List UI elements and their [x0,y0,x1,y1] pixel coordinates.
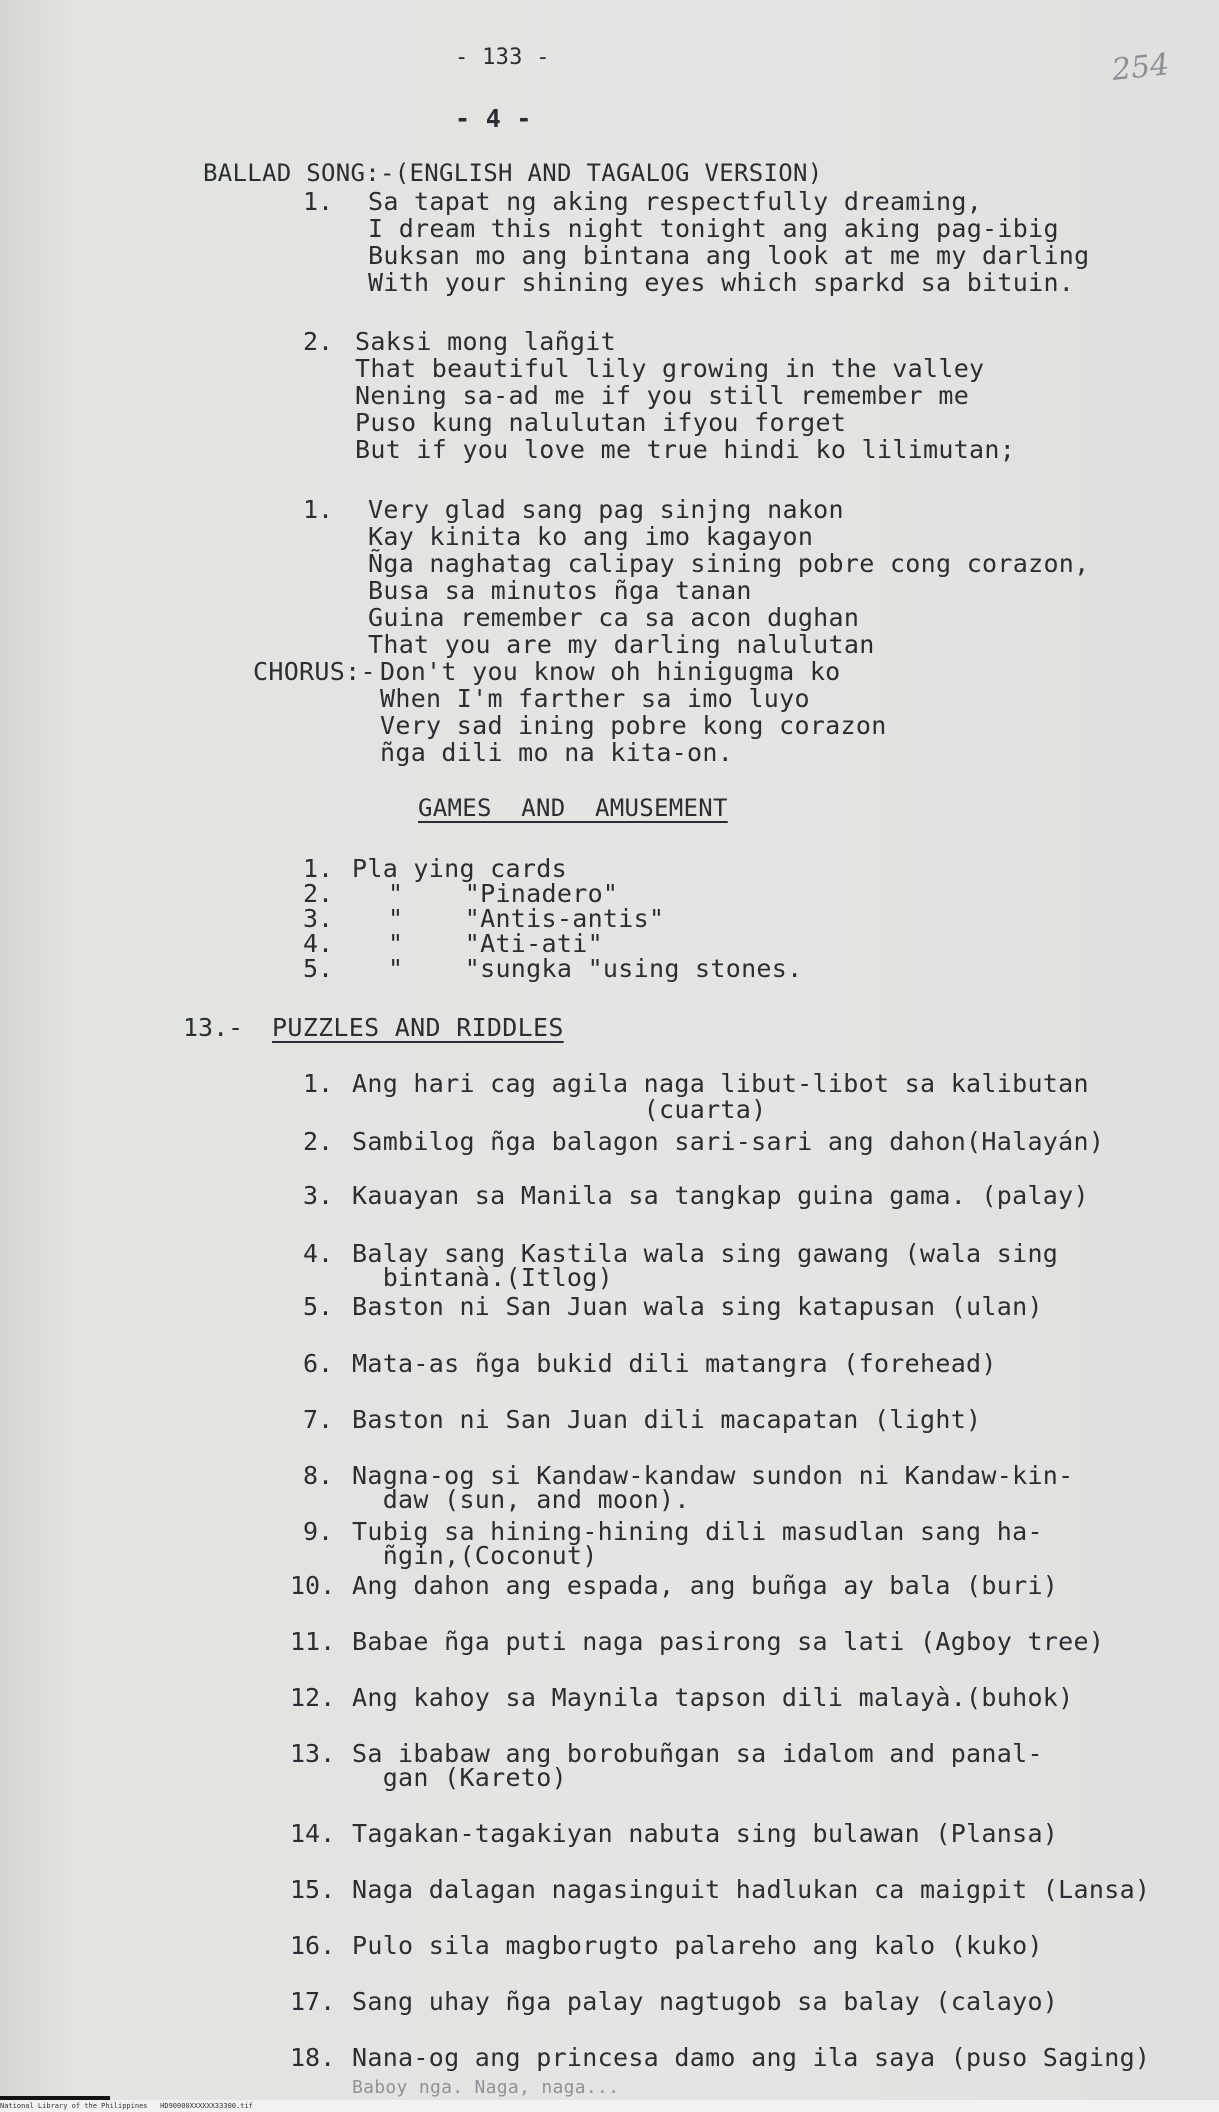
chorus-line: ñga dili mo na kita-on. [380,738,734,767]
riddle-line: Ang hari cag agila naga libut-libot sa kalibutan [352,1069,1089,1098]
section-number: - 4 - [455,104,532,133]
riddle-number: 5. [303,1292,334,1321]
riddle-line: Tagakan-tagakiyan nabuta sing bulawan (Plansa) [352,1819,1059,1848]
riddle-line: Pulo sila magborugto palareho ang kalo (kuko) [352,1931,1043,1960]
riddle-line: gan (Kareto) [352,1763,567,1792]
verse-line: Buksan mo ang bintana ang look at me my darling [368,241,1090,270]
riddle-line: Sang uhay ñga palay nagtugob sa balay (calayo) [352,1987,1059,2016]
verse-line: Very glad sang pag sinjng nakon [368,495,844,524]
ballad-title: BALLAD SONG:-(ENGLISH AND TAGALOG VERSION) [203,159,823,187]
riddle-line: Nana-og ang princesa damo ang ila saya (puso Saging) [352,2043,1151,2072]
verse-number: 1. [303,187,334,216]
riddle-number: 9. [303,1517,334,1546]
riddle-number: 7. [303,1405,334,1434]
verse-line: I dream this night tonight ang aking pag-ibig [368,214,1059,243]
verse-line: Ñga naghatag calipay sining pobre cong corazon, [368,549,1090,578]
page-number: - 133 - [455,45,550,70]
riddle-number: 3. [303,1181,334,1210]
game-item: " "sungka "using stones. [388,954,803,983]
riddle-number: 11. [290,1627,336,1656]
chorus-line: When I'm farther sa imo luyo [380,684,810,713]
riddle-line: bintanà.(Itlog) [352,1263,613,1292]
riddle-number: 17. [290,1987,336,2016]
riddle-number: 13. [290,1739,336,1768]
game-item: " "Ati-ati" [388,929,603,958]
riddle-number: 4. [303,1239,334,1268]
verse-line: Kay kinita ko ang imo kagayon [368,522,814,551]
verse-line: That you are my darling nalulutan [368,630,875,659]
verse-number: 1. [303,495,334,524]
riddle-line: Nagna-og si Kandaw-kandaw sundon ni Kandaw-kin- [352,1461,1074,1490]
game-item: " "Antis-antis" [388,904,665,933]
riddle-number: 8. [303,1461,334,1490]
games-title: GAMES AND AMUSEMENT [418,794,728,822]
chorus-line: Don't you know oh hinigugma ko [380,657,841,686]
verse-line: Nening sa-ad me if you still remember me [355,381,970,410]
verse-line: Puso kung nalulutan ifyou forget [355,408,847,437]
riddle-number: 12. [290,1683,336,1712]
riddle-line: daw (sun, and moon). [352,1485,690,1514]
game-number: 4. [303,929,334,958]
game-item: " "Pinadero" [388,879,619,908]
riddle-number: 1. [303,1069,334,1098]
verse-line: But if you love me true hindi ko lilimutan; [355,435,1016,464]
handwritten-page-number: 254 [1110,47,1171,88]
riddle-line: Tubig sa hining-hining dili masudlan sang ha- [352,1517,1043,1546]
verse-line: Sa tapat ng aking respectfully dreaming, [368,187,983,216]
riddle-number: 14. [290,1819,336,1848]
riddle-line: Sa ibabaw ang borobuñgan sa idalom and panal- [352,1739,1043,1768]
riddle-number: 10. [290,1571,336,1600]
bleed-through-text: Baboy nga. Naga, naga... [352,2077,620,2098]
riddle-line: Ang dahon ang espada, ang buñga ay bala (buri) [352,1571,1059,1600]
riddle-line: Balay sang Kastila wala sing gawang (wala sing [352,1239,1059,1268]
riddle-number: 18. [290,2043,336,2072]
riddle-line: Babae ñga puti naga pasirong sa lati (Agboy tree) [352,1627,1105,1656]
riddle-number: 2. [303,1127,334,1156]
riddle-line: Baston ni San Juan dili macapatan (light) [352,1405,982,1434]
riddle-line: Mata-as ñga bukid dili matangra (forehead) [352,1349,997,1378]
riddle-line: (cuarta) [352,1095,767,1124]
section-number: 13.- [183,1013,244,1042]
riddle-line: Baston ni San Juan wala sing katapusan (ulan) [352,1292,1043,1321]
riddle-line: Kauayan sa Manila sa tangkap guina gama. (palay) [352,1181,1089,1210]
riddle-number: 15. [290,1875,336,1904]
game-number: 5. [303,954,334,983]
verse-line: With your shining eyes which sparkd sa bituin. [368,268,1075,297]
game-number: 1. [303,854,334,883]
chorus-line: Very sad ining pobre kong corazon [380,711,887,740]
verse-line: That beautiful lily growing in the valley [355,354,985,383]
verse-line: Saksi mong lañgit [355,327,616,356]
verse-line: Guina remember ca sa acon dughan [368,603,860,632]
riddle-line: ñgin,(Coconut) [352,1541,598,1570]
riddles-title: PUZZLES AND RIDDLES [272,1013,564,1042]
game-number: 3. [303,904,334,933]
riddle-line: Sambilog ñga balagon sari-sari ang dahon(Halayán) [352,1127,1105,1156]
riddle-line: Naga dalagan nagasinguit hadlukan ca maigpit (Lansa) [352,1875,1151,1904]
verse-line: Busa sa minutos ñga tanan [368,576,752,605]
game-number: 2. [303,879,334,908]
scan-footer: National Library of the Philippines HD90000XXXXXX33300.tif [0,2100,1219,2112]
riddle-number: 6. [303,1349,334,1378]
game-item: Pla ying cards [352,854,567,883]
riddle-line: Ang kahoy sa Maynila tapson dili malayà.(buhok) [352,1683,1074,1712]
verse-number: 2. [303,327,334,356]
chorus-label: CHORUS:- [253,657,376,686]
riddle-number: 16. [290,1931,336,1960]
